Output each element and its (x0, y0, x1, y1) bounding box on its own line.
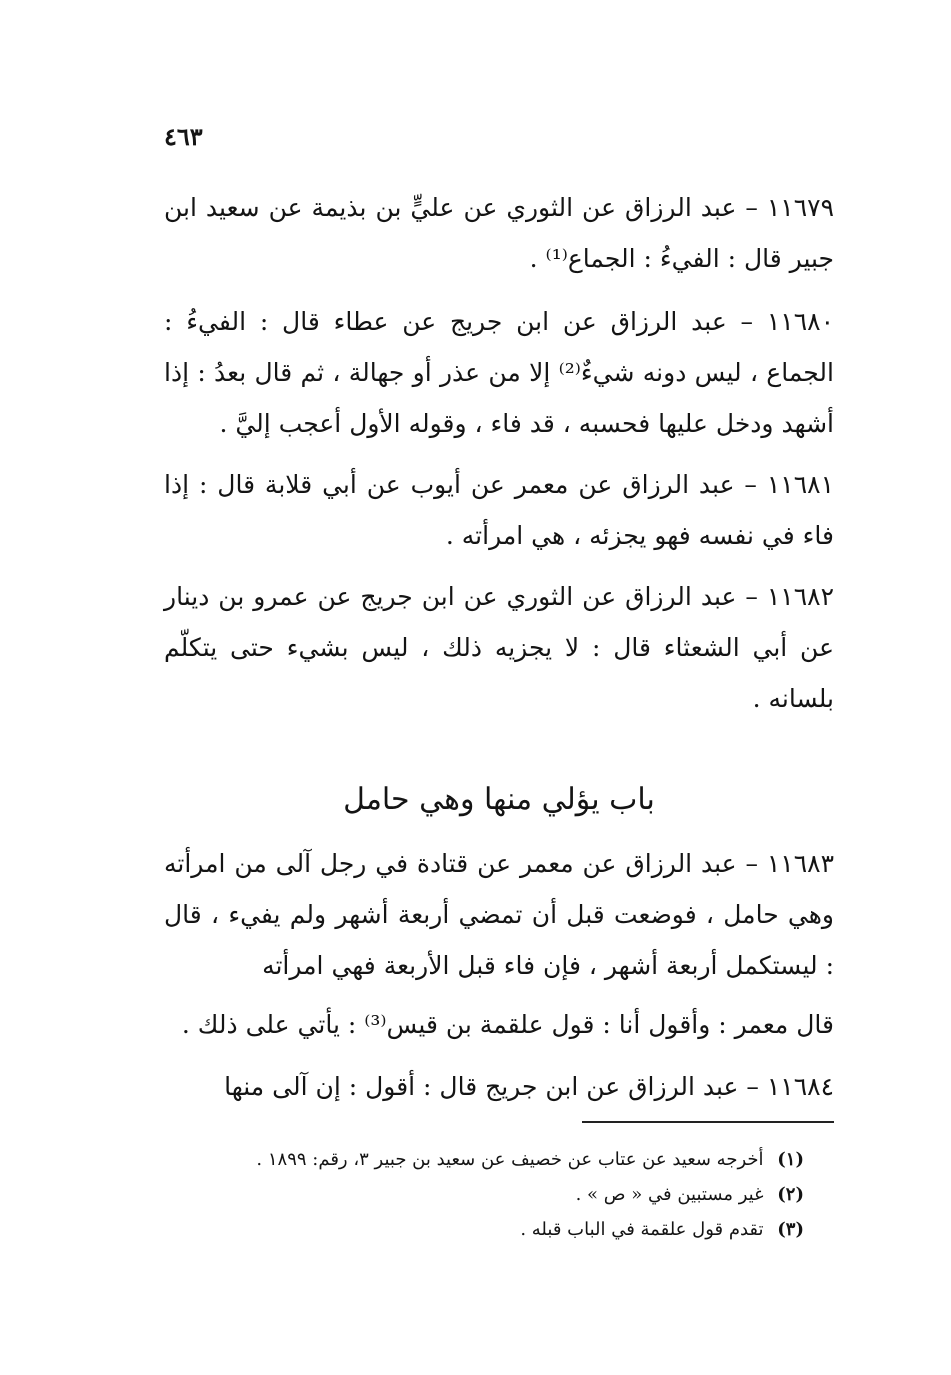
footnote-3 (164, 1212, 804, 1247)
footnote-number: (١) (777, 1149, 804, 1170)
hadith-11684: ١١٦٨٤ – عبد الرزاق عن ابن جريج قال : أقول : إن آلى منها (224, 1072, 834, 1101)
hadith-11681: ١١٦٨١ – عبد الرزاق عن معمر عن أيوب عن أبي قلابة قال : إذا فاء في نفسه فهو يجزئه ، هي امرأته . (164, 470, 834, 550)
footnote-divider (582, 1121, 834, 1123)
section-heading: باب يؤلي منها وهي حامل (343, 782, 655, 817)
mamar-comment: قال معمر : وأقول أنا : قول علقمة بن قيس⁽³⁾ : يأتي على ذلك . (181, 1010, 834, 1039)
footnote-text: غير مستبين في « ص » . (575, 1184, 764, 1205)
footnote-2 (164, 1177, 804, 1212)
hadith-11682: ١١٦٨٢ – عبد الرزاق عن الثوري عن ابن جريج عن عمرو بن دينار عن أبي الشعثاء قال : لا يجزيه ذلك ، ليس بشيء حتى يتكلّم بلسانه . (164, 582, 834, 713)
footnote-1 (164, 1142, 804, 1177)
page-number: ٤٦٣ (164, 122, 203, 151)
footnotes (164, 1142, 804, 1247)
hadith-11680: ١١٦٨٠ – عبد الرزاق عن ابن جريج عن عطاء قال : الفيءُ : الجماع ، ليس دونه شيءٌ⁽²⁾ إلا من عذر أو جهالة ، ثم قال بعدُ : إذا أشهد ودخل عليها فحسبه ، قد فاء ، وقوله الأول أعجب إليَّ . (164, 307, 834, 438)
footnote-number: (٢) (777, 1184, 804, 1205)
footnote-text: أخرجه سعيد عن عتاب عن خصيف عن سعيد بن جبير ٣، رقم: ١٨٩٩ . (256, 1149, 764, 1170)
hadith-11683: ١١٦٨٣ – عبد الرزاق عن معمر عن قتادة في رجل آلى من امرأته وهي حامل ، فوضعت قبل أن تمضي أربعة أشهر ولم يفيء ، قال : ليستكمل أربعة أشهر ، فإن فاء قبل الأربعة فهي امرأته (164, 849, 834, 980)
footnote-number: (٣) (777, 1219, 804, 1240)
footnote-text: تقدم قول علقمة في الباب قبله . (520, 1219, 764, 1240)
hadith-11679: ١١٦٧٩ – عبد الرزاق عن الثوري عن عليٍّ بن بذيمة عن سعيد ابن جبير قال : الفيءُ : الجماع⁽¹⁾ . (164, 193, 834, 273)
